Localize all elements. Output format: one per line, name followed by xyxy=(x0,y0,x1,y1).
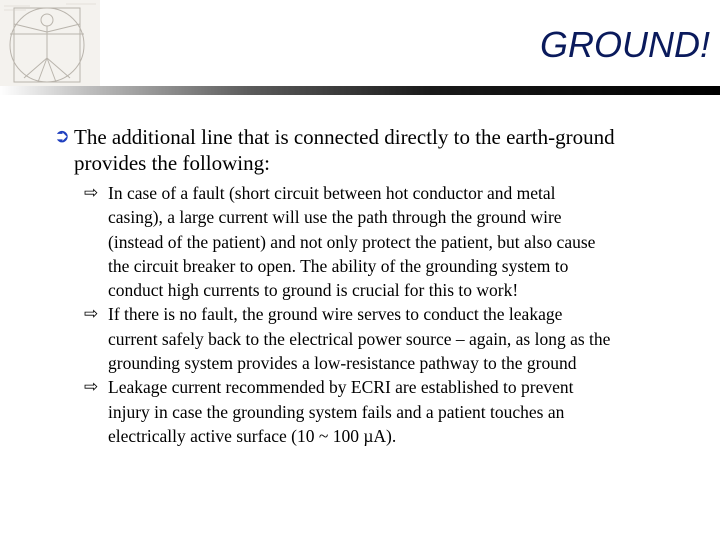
main-bullet-line: The additional line that is connected directly to the earth-ground xyxy=(74,125,615,149)
sub-bullet-list xyxy=(54,181,704,448)
sub-bullet-line: injury in case the grounding system fails and a patient touches an xyxy=(108,401,565,422)
sub-bullet-line: conduct high currents to ground is crucial for this to work! xyxy=(108,280,519,301)
sub-bullet-line: In case of a fault (short circuit between hot conductor and metal xyxy=(108,183,556,203)
sub-bullet-line: current safely back to the electrical power source – again, as long as the xyxy=(108,328,611,349)
arrow-right-icon: ⇨ xyxy=(84,304,99,324)
sub-bullet-line: (instead of the patient) and not only protect the patient, but also cause xyxy=(108,231,596,252)
vitruvian-man-logo xyxy=(0,0,100,88)
curved-arrow-icon: ➲ xyxy=(54,126,70,147)
title-divider-band xyxy=(0,86,720,95)
sub-bullet-line: grounding system provides a low-resistance pathway to the ground xyxy=(108,353,577,374)
sub-bullet-fault xyxy=(54,181,704,302)
vitruvian-man-icon xyxy=(0,0,100,88)
main-bullet-line: provides the following: xyxy=(74,151,270,175)
arrow-right-icon: ⇨ xyxy=(84,377,99,397)
sub-bullet-leakage xyxy=(54,375,704,448)
sub-bullet-no-fault xyxy=(54,302,704,375)
slide-content xyxy=(54,124,704,448)
sub-bullet-line: electrically active surface (10 ~ 100 µA). xyxy=(108,425,397,446)
sub-bullet-line: casing), a large current will use the path through the ground wire xyxy=(108,207,562,228)
sub-bullet-line: Leakage current recommended by ECRI are established to prevent xyxy=(108,377,574,398)
main-bullet xyxy=(54,124,704,176)
arrow-right-icon: ⇨ xyxy=(84,183,99,202)
sub-bullet-line: the circuit breaker to open. The ability of the grounding system to xyxy=(108,255,569,276)
slide-title: GROUND! xyxy=(540,24,710,65)
sub-bullet-line: If there is no fault, the ground wire serves to conduct the leakage xyxy=(108,304,563,325)
